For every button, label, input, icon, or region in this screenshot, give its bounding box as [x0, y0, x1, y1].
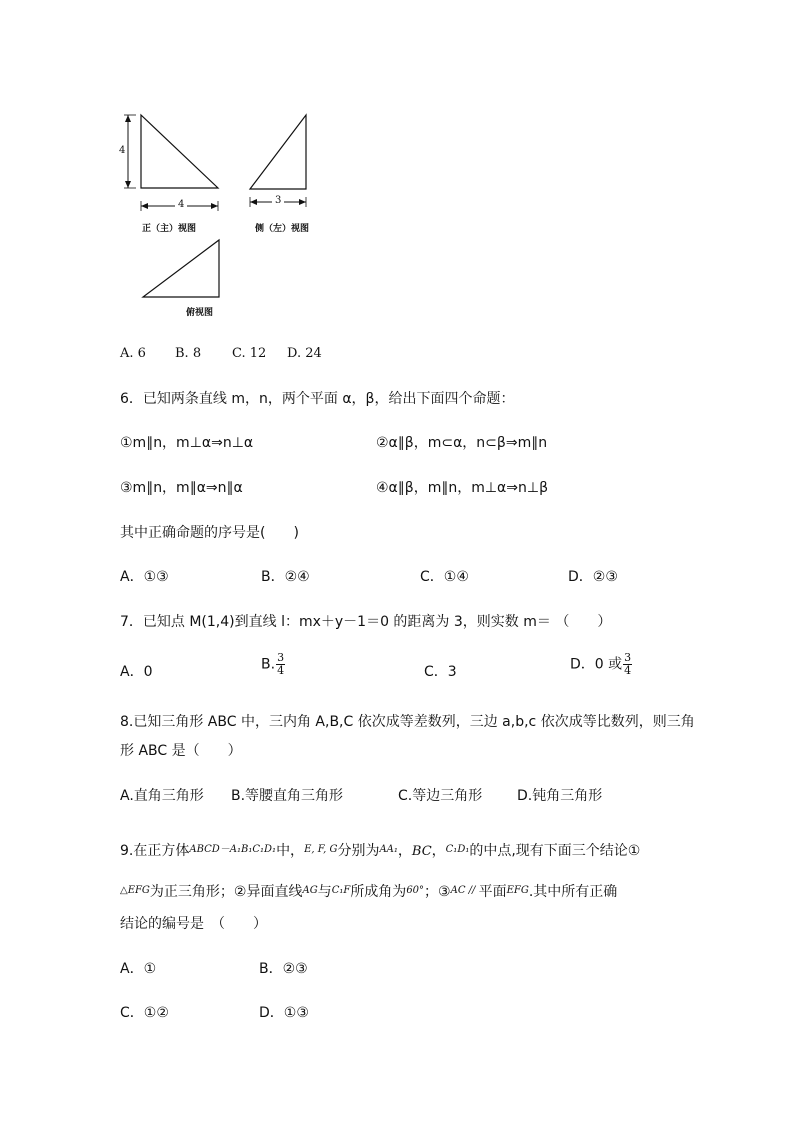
- q9-stem-line2: $^{\triangle EFG}$为正三角形；②异面直线$^{AG}$与$^{C_1F}$所成角为$^{60^\circ}$；③$^{AC //}$ 平面$^{EFG}$.其中所有正确: [120, 884, 618, 900]
- q9-option-c[interactable]: C．①②: [120, 1005, 169, 1021]
- q7-option-a[interactable]: A．0: [120, 664, 153, 680]
- q6-proposition-1: ①m∥n，m⊥α⇒n⊥α: [120, 435, 254, 451]
- q7-stem: 7．已知点 M(1,4)到直线 l：mx＋y－1＝0 的距离为 3，则实数 m＝ （ ）: [120, 614, 612, 630]
- q6-ask: 其中正确命题的序号是( ): [120, 525, 299, 541]
- q9-stem-line1: 9.在正方体$^{ABCD-A_1B_1C_1D_1}$中，$^{E, F, G}$分别为$^{AA_1}$，BC，$^{C_1D_1}$的中点,现有下面三个结论①: [120, 843, 641, 859]
- q9-option-d[interactable]: D．①③: [259, 1005, 309, 1021]
- q8-stem-line2: 形 ABC 是（ ）: [120, 743, 242, 759]
- q5-option-d[interactable]: D. 24: [287, 346, 322, 361]
- q6-proposition-2: ②α∥β，m⊂α，n⊂β⇒m∥n: [376, 435, 548, 451]
- q6-proposition-4: ④α∥β，m∥n，m⊥α⇒n⊥β: [376, 480, 549, 496]
- caption-side-view: 侧（左）视图: [255, 224, 310, 234]
- q5-option-b[interactable]: B. 8: [175, 346, 202, 361]
- q6-option-d[interactable]: D．②③: [568, 569, 618, 585]
- q7-option-d-prefix: D．0 或: [570, 656, 623, 673]
- front-height-label: 4: [119, 145, 126, 156]
- q8-option-c[interactable]: C.等边三角形: [398, 788, 483, 804]
- q8-stem-line1: 8.已知三角形 ABC 中，三内角 A,B,C 依次成等差数列，三边 a,b,c 依次成等比数列，则三角: [120, 714, 695, 730]
- q6-proposition-3: ③m∥n，m∥α⇒n∥α: [120, 480, 243, 496]
- q9-stem-line3: 结论的编号是 （ ）: [120, 916, 267, 932]
- q6-stem: 6．已知两条直线 m，n，两个平面 α，β，给出下面四个命题：: [120, 391, 515, 407]
- caption-front-view: 正（主）视图: [142, 224, 197, 234]
- q7-option-d[interactable]: [570, 652, 632, 677]
- q7-option-b[interactable]: [261, 652, 285, 677]
- q7-option-c[interactable]: C．3: [424, 664, 457, 680]
- q9-option-b[interactable]: B．②③: [259, 961, 308, 977]
- q6-option-b[interactable]: B．②④: [261, 569, 310, 585]
- q5-option-a[interactable]: A. 6: [120, 346, 146, 361]
- side-width-label: 3: [272, 195, 284, 206]
- q8-option-a[interactable]: A.直角三角形: [120, 788, 204, 804]
- q8-option-b[interactable]: B.等腰直角三角形: [231, 788, 344, 804]
- side-view-triangle: [250, 115, 306, 189]
- q6-option-a[interactable]: A．①③: [120, 569, 169, 585]
- q7-option-b-fraction: $\frac{3}{4}$: [277, 651, 285, 677]
- front-view-triangle: [141, 115, 218, 188]
- q6-option-c[interactable]: C．①④: [420, 569, 469, 585]
- top-view-triangle: [143, 240, 219, 297]
- q8-option-d[interactable]: D.钝角三角形: [517, 788, 603, 804]
- q7-option-b-prefix: B.: [261, 656, 276, 673]
- q5-option-c[interactable]: C. 12: [232, 346, 267, 361]
- front-width-label: 4: [175, 199, 187, 210]
- caption-top-view: 俯视图: [186, 308, 214, 318]
- q9-option-a[interactable]: A．①: [120, 961, 157, 977]
- q7-option-d-fraction: $\frac{3}{4}$: [624, 651, 632, 677]
